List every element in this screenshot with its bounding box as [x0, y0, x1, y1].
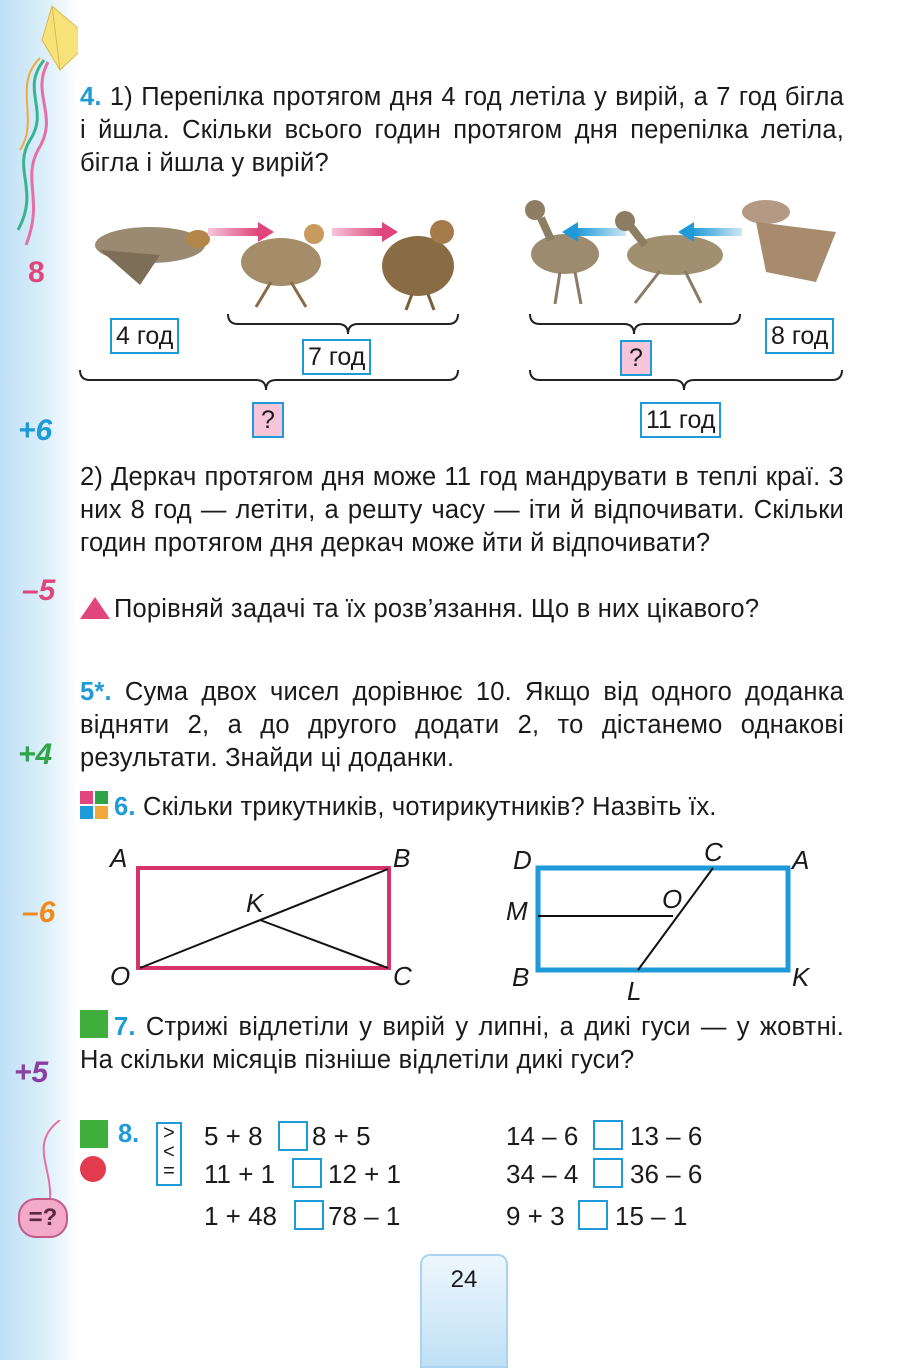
- task4-compare-text: Порівняй задачі та їх розв’язання. Що в них цікавого?: [114, 595, 760, 623]
- task7-text: Стрижі відлетіли у вирій у липні, а дикі гуси — у жовтні. На скільки місяців пізніше відлетіли дикі гуси?: [80, 1013, 844, 1074]
- expr-left-3b: 78 – 1: [328, 1201, 401, 1231]
- answer-box[interactable]: [578, 1200, 608, 1230]
- figure-rectangle-abco: [130, 860, 400, 980]
- task-number: 6.: [114, 793, 136, 821]
- sign-lt: <: [163, 1141, 175, 1163]
- task6-text: Скільки трикутників, чотирикутників? Назвіть їх.: [142, 793, 717, 821]
- task-number: 7.: [114, 1013, 136, 1041]
- answer-box[interactable]: [292, 1158, 322, 1188]
- expr-left-2b: 12 + 1: [328, 1159, 402, 1189]
- partridge-running-icon: [226, 212, 336, 312]
- quail-icon: [372, 210, 468, 314]
- signs-box: [156, 1122, 182, 1186]
- four-squares-icon: [80, 791, 108, 819]
- sidebar-number: –6: [22, 896, 56, 929]
- expr-left-2a: 11 + 1: [204, 1159, 276, 1189]
- page-number-tab: [420, 1254, 508, 1368]
- expr-right-1b: 13 – 6: [630, 1121, 703, 1151]
- point-label-a2: A: [792, 845, 810, 875]
- triangle-icon: [80, 597, 110, 619]
- sidebar-number: +6: [18, 414, 53, 447]
- right-question-box: ?: [620, 340, 652, 376]
- right-box-8h: 8 год: [765, 318, 834, 354]
- left-box-4h: 4 год: [110, 318, 179, 354]
- point-label-b: B: [393, 843, 411, 873]
- point-label-c: C: [393, 961, 412, 991]
- question-badge-icon: =?: [18, 1198, 68, 1238]
- partridge-flying-icon: [80, 215, 210, 295]
- point-label-l: L: [627, 976, 642, 1006]
- expr-right-2b: 36 – 6: [630, 1159, 703, 1189]
- corncrake-walking-icon: [605, 205, 735, 310]
- point-label-b2: B: [512, 962, 530, 992]
- left-question-box: ?: [252, 402, 284, 438]
- sign-gt: >: [163, 1122, 175, 1144]
- left-box-7h: 7 год: [302, 339, 371, 375]
- expr-right-3b: 15 – 1: [615, 1201, 688, 1231]
- point-label-k2: K: [792, 962, 810, 992]
- point-label-d: D: [513, 845, 532, 875]
- task4-part2-text: 2) Деркач протягом дня може 11 год мандрувати в теплі краї. З них 8 год — летіти, а решту часу — іти й відпочивати. Скільки годин протягом дня деркач може йти й відпочивати?: [80, 463, 844, 557]
- answer-box[interactable]: [593, 1158, 623, 1188]
- expr-right-2a: 34 – 4: [506, 1159, 579, 1189]
- corncrake-flying-icon: [726, 192, 846, 292]
- red-circle-icon: [80, 1156, 106, 1182]
- expr-right-1a: 14 – 6: [506, 1121, 579, 1151]
- answer-box[interactable]: [593, 1120, 623, 1150]
- expr-right-3a: 9 + 3: [506, 1201, 565, 1231]
- corncrake-icon: [515, 194, 605, 312]
- kite-icon: [0, 0, 78, 260]
- answer-box[interactable]: [294, 1200, 324, 1230]
- expr-left-1a: 5 + 8: [204, 1121, 263, 1151]
- task4-part1-text: 1) Перепілка протягом дня 4 год летіла у вирій, а 7 год бігла і йшла. Скільки всього годин протягом дня перепілка летіла, бігла і йшла у вирій?: [80, 83, 844, 177]
- sidebar-number: 8: [28, 256, 45, 289]
- green-square-icon: [80, 1010, 108, 1038]
- sign-eq: =: [163, 1160, 175, 1182]
- sidebar-number: +5: [14, 1056, 49, 1089]
- task-number: 8.: [118, 1120, 140, 1148]
- task4-part1: [80, 81, 844, 180]
- green-square-icon: [80, 1120, 108, 1148]
- figure-rectangle-dakb: [532, 862, 794, 978]
- sidebar-number: –5: [22, 574, 56, 607]
- sidebar-number: +4: [18, 738, 53, 771]
- task-number: 4.: [80, 83, 102, 111]
- task7: [80, 1010, 844, 1077]
- task6: [80, 791, 844, 824]
- point-label-c2: C: [704, 837, 723, 867]
- point-label-o2: O: [662, 884, 683, 914]
- point-label-o: O: [110, 961, 131, 991]
- task4-compare: [80, 593, 844, 626]
- right-box-11h: 11 год: [640, 402, 721, 438]
- point-label-k: K: [246, 888, 264, 918]
- answer-box[interactable]: [278, 1121, 308, 1151]
- point-label-a: A: [110, 843, 128, 873]
- page-number: 24: [450, 1266, 478, 1293]
- expr-left-3a: 1 + 48: [204, 1201, 278, 1231]
- task5: [80, 676, 844, 775]
- expr-left-1b: 8 + 5: [312, 1121, 371, 1151]
- task5-text: Сума двох чисел дорівнює 10. Якщо від одного доданка відняти 2, а до другого додати 2, то дістанемо однакові результати. Знайди ці доданки.: [80, 678, 844, 772]
- task-number: 5*.: [80, 678, 112, 706]
- point-label-m: M: [506, 896, 528, 926]
- sidebar: [0, 0, 78, 1360]
